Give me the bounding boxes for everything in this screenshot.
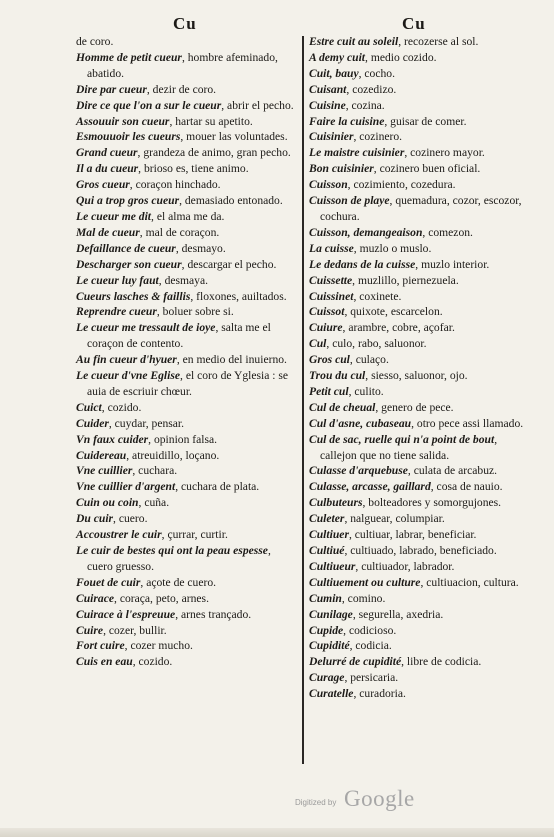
- entry-translation: , culo, rabo, saluonor.: [326, 337, 427, 351]
- entry-headword: Bon cuisinier: [309, 162, 374, 176]
- entry-headword: Descharger son cueur: [76, 257, 182, 271]
- entry-headword: Cupide: [309, 623, 344, 637]
- dictionary-entry: [76, 289, 298, 305]
- entry-translation: , cozinero.: [353, 130, 403, 144]
- dictionary-entry: [309, 320, 531, 336]
- entry-headword: Curatelle: [309, 687, 354, 701]
- entry-headword: Cunilage: [309, 607, 353, 621]
- page-edge: [0, 828, 554, 837]
- entry-headword: Defaillance de cueur: [76, 241, 176, 255]
- entry-headword: Cuis en eau: [76, 655, 133, 669]
- entry-translation: , cuero.: [113, 512, 148, 526]
- dictionary-entry: [76, 511, 298, 527]
- entry-headword: Vne cuillier d'argent: [76, 480, 176, 494]
- entry-translation: , cocho.: [358, 66, 395, 80]
- entry-translation: , mouer las voluntades.: [180, 130, 288, 144]
- entry-headword: Curage: [309, 671, 345, 685]
- dictionary-entry: [309, 607, 531, 623]
- google-logo: Google: [344, 786, 415, 811]
- dictionary-entry: [309, 575, 531, 591]
- column-divider: [302, 36, 304, 764]
- entry-headword: Cuict: [76, 400, 102, 414]
- entry-translation: , cuydar, pensar.: [108, 416, 185, 430]
- entry-headword: Cuire: [76, 623, 104, 637]
- entry-translation: , medio cozido.: [365, 50, 437, 64]
- dictionary-entry: [309, 304, 531, 320]
- dictionary-entry: [76, 82, 298, 98]
- entry-translation: , cultiuador, labrador.: [355, 559, 455, 573]
- entry-translation: , cozido.: [101, 400, 142, 414]
- entry-translation: , hombre afeminado, abatido.: [87, 50, 278, 80]
- entry-translation: , desmaya.: [158, 273, 209, 287]
- entry-translation: , desmayo.: [175, 241, 226, 255]
- running-head-left: Cu: [173, 14, 197, 33]
- entry-headword: Le dedans de la cuisse: [309, 257, 416, 271]
- dictionary-entry: [309, 543, 531, 559]
- dictionary-entry: [309, 591, 531, 607]
- dictionary-entry: [76, 257, 298, 273]
- entry-headword: Cumin: [309, 591, 342, 605]
- dictionary-entry: [76, 368, 298, 400]
- dictionary-entry: [309, 257, 531, 273]
- entry-headword: Petit cul: [309, 384, 349, 398]
- dictionary-entry: [76, 463, 298, 479]
- entry-headword: Cuissot: [309, 305, 345, 319]
- entry-headword: Cultiué: [309, 544, 345, 557]
- dictionary-entry: [76, 607, 298, 623]
- dictionary-entry: [76, 543, 298, 575]
- entry-translation: , persicaria.: [344, 671, 399, 685]
- entry-translation: , floxones, auiltados.: [190, 289, 287, 303]
- dictionary-entry: [309, 129, 531, 145]
- dictionary-entry: [76, 527, 298, 543]
- left-column: [76, 34, 298, 670]
- entry-headword: Reprendre cueur: [76, 305, 157, 319]
- entry-headword: Cuisinier: [309, 130, 354, 144]
- entry-translation: , muzlo o muslo.: [353, 241, 432, 255]
- dictionary-entry: [76, 320, 298, 352]
- entry-translation: , abrir el pecho.: [221, 98, 294, 112]
- dictionary-entry: [309, 66, 531, 82]
- dictionary-entry: [309, 463, 531, 479]
- entry-headword: Mal de cueur: [76, 225, 140, 239]
- dictionary-entry: [309, 34, 531, 50]
- entry-translation: , brioso es, tiene animo.: [138, 162, 249, 176]
- entry-translation: , opinion falsa.: [148, 432, 218, 446]
- dictionary-entry: [309, 50, 531, 66]
- entry-headword: Cultiuement ou culture: [309, 575, 421, 589]
- dictionary-entry: [309, 686, 531, 702]
- entry-headword: Cupidité: [309, 639, 350, 653]
- entry-headword: Culbuteurs: [309, 496, 363, 510]
- entry-headword: Cultiuer: [309, 528, 349, 542]
- entry-headword: Le cueur luy faut: [76, 273, 159, 287]
- entry-headword: Estre cuit au soleil: [309, 35, 399, 48]
- entry-headword: Dire ce que l'on a sur le cueur: [76, 98, 222, 112]
- entry-headword: Le cueur d'vne Eglise: [76, 369, 181, 383]
- entry-headword: Du cuir: [76, 512, 114, 526]
- entry-headword: Vn faux cuider: [76, 432, 149, 446]
- entry-translation: , hartar su apetito.: [169, 114, 253, 128]
- dictionary-entry: [309, 145, 531, 161]
- entry-headword: Cul d'asne, cubaseau: [309, 416, 412, 430]
- entry-translation: , muzlillo, piernezuela.: [352, 273, 459, 287]
- entry-headword: Cuisson, demangeaison: [309, 225, 423, 239]
- entry-translation: , cultiuado, labrado, beneficiado.: [344, 544, 497, 557]
- dictionary-entry: [76, 225, 298, 241]
- dictionary-entry: [309, 623, 531, 639]
- entry-headword: Il a du cueur: [76, 162, 139, 176]
- entry-headword: Assouuir son cueur: [76, 114, 170, 128]
- entry-translation: , çurrar, curtir.: [161, 528, 228, 542]
- dictionary-entry: [76, 114, 298, 130]
- entry-headword: Le maistre cuisinier: [309, 146, 405, 160]
- entry-headword: Cuidereau: [76, 448, 127, 462]
- entry-translation: , segurella, axedria.: [352, 607, 444, 621]
- entry-headword: Cuissette: [309, 273, 353, 287]
- entry-headword: Cuit, bauy: [309, 66, 359, 80]
- dictionary-entry: [76, 273, 298, 289]
- entry-translation: , cuña.: [138, 496, 170, 510]
- entry-headword: Cueurs lasches & faillis: [76, 289, 191, 303]
- entry-translation: , otro pece assi llamado.: [411, 416, 524, 430]
- entry-headword: Au fin cueur d'hyuer: [76, 353, 177, 367]
- entry-headword: Homme de petit cueur: [76, 50, 182, 64]
- dictionary-entry: [76, 98, 298, 114]
- entry-translation: , codicia.: [349, 639, 392, 653]
- entry-translation: , quixote, escarcelon.: [344, 305, 443, 319]
- dictionary-entry: [76, 591, 298, 607]
- entry-translation: , demasiado entonado.: [179, 194, 283, 208]
- entry-translation: de coro.: [76, 35, 114, 48]
- dictionary-entry: [309, 225, 531, 241]
- entry-translation: , culata de arcabuz.: [407, 464, 498, 478]
- entry-translation: , muzlo interior.: [415, 257, 490, 271]
- entry-headword: Cuider: [76, 416, 109, 430]
- dictionary-entry: [309, 416, 531, 432]
- dictionary-entry: [76, 129, 298, 145]
- dictionary-entry: [76, 352, 298, 368]
- entry-translation: , arnes trançado.: [175, 607, 252, 621]
- entry-translation: , cozimiento, cozedura.: [347, 178, 456, 192]
- dictionary-entry: [309, 432, 531, 464]
- entry-translation: , comezon.: [422, 225, 473, 239]
- entry-translation: , recozerse al sol.: [398, 35, 479, 48]
- dictionary-entry: [309, 177, 531, 193]
- dictionary-entry: [76, 575, 298, 591]
- entry-headword: Fouet de cuir: [76, 575, 141, 589]
- entry-headword: Cuirace: [76, 591, 115, 605]
- dictionary-entry: [76, 145, 298, 161]
- dictionary-entry: [309, 368, 531, 384]
- dictionary-entry: [76, 623, 298, 639]
- dictionary-entry: [309, 654, 531, 670]
- entry-headword: Gros cueur: [76, 178, 130, 192]
- entry-translation: , cozido.: [132, 655, 173, 669]
- entry-headword: Trou du cul: [309, 369, 366, 383]
- entry-translation: , açote de cuero.: [140, 575, 217, 589]
- dictionary-entry: [76, 416, 298, 432]
- entry-headword: La cuisse: [309, 241, 354, 255]
- dictionary-entry: [309, 241, 531, 257]
- entry-translation: , cozer, bullir.: [103, 623, 167, 637]
- entry-headword: Cultiueur: [309, 559, 356, 573]
- right-column: [309, 34, 531, 702]
- entry-translation: , el coro de Yglesia : se auia de escriuir chœur.: [87, 369, 289, 398]
- dictionary-entry: [76, 50, 298, 82]
- entry-translation: , comino.: [341, 591, 386, 605]
- dictionary-entry: [309, 479, 531, 495]
- entry-translation: , curadoria.: [353, 687, 406, 701]
- entry-translation: , guisar de comer.: [384, 114, 467, 128]
- dictionary-entry: [309, 670, 531, 686]
- dictionary-entry: [76, 304, 298, 320]
- dictionary-entry: [76, 241, 298, 257]
- entry-translation: , cuchara de plata.: [175, 480, 260, 494]
- entry-translation: , descargar el pecho.: [181, 257, 277, 271]
- dictionary-entry: [76, 34, 298, 50]
- dictionary-entry: [76, 209, 298, 225]
- entry-headword: Cuirace à l'espreuue: [76, 607, 176, 621]
- dictionary-entry: [309, 527, 531, 543]
- entry-translation: , cozinero buen oficial.: [373, 162, 481, 176]
- entry-headword: Faire la cuisine: [309, 114, 385, 128]
- entry-translation: , libre de codicia.: [401, 655, 482, 669]
- entry-translation: , boluer sobre si.: [156, 305, 234, 319]
- entry-translation: , el alma me da.: [151, 209, 225, 223]
- entry-headword: Le cuir de bestes qui ont la peau espesse: [76, 544, 268, 557]
- entry-translation: , callejon que no tiene salida.: [320, 432, 498, 462]
- entry-translation: , culaço.: [349, 353, 389, 367]
- entry-headword: Esmouuoir les cueurs: [76, 130, 181, 144]
- dictionary-entry: [309, 336, 531, 352]
- entry-translation: , cosa de nauio.: [430, 480, 503, 494]
- entry-translation: , cozer mucho.: [124, 639, 193, 653]
- dictionary-entry: [309, 495, 531, 511]
- dictionary-entry: [309, 384, 531, 400]
- dictionary-entry: [76, 479, 298, 495]
- dictionary-entry: [309, 559, 531, 575]
- entry-translation: , nalguear, columpiar.: [344, 512, 445, 526]
- dictionary-entry: [309, 638, 531, 654]
- dictionary-entry: [76, 193, 298, 209]
- entry-headword: Culasse d'arquebuse: [309, 464, 408, 478]
- entry-translation: , salta me el coraçon de contento.: [87, 321, 271, 351]
- dictionary-entry: [309, 161, 531, 177]
- dictionary-entry: [76, 400, 298, 416]
- entry-headword: A demy cuit: [309, 50, 366, 64]
- entry-translation: , atreuidillo, loçano.: [126, 448, 220, 462]
- entry-translation: , cuchara.: [132, 464, 178, 478]
- entry-translation: , genero de pece.: [375, 400, 454, 414]
- entry-headword: Cuisson: [309, 178, 348, 192]
- entry-translation: , grandeza de animo, gran pecho.: [137, 146, 291, 160]
- entry-translation: , cozedizo.: [346, 82, 397, 96]
- entry-headword: Gros cul: [309, 353, 350, 367]
- entry-headword: Cuin ou coin: [76, 496, 139, 510]
- entry-headword: Dire par cueur: [76, 82, 147, 96]
- dictionary-entry: [309, 82, 531, 98]
- entry-headword: Cuisant: [309, 82, 347, 96]
- entry-headword: Cuissinet: [309, 289, 354, 303]
- entry-translation: , cultiuacion, cultura.: [420, 575, 519, 589]
- entry-headword: Accoustrer le cuir: [76, 528, 162, 542]
- entry-headword: Vne cuillier: [76, 464, 133, 478]
- dictionary-entry: [76, 432, 298, 448]
- dictionary-entry: [76, 177, 298, 193]
- entry-translation: , en medio del inuierno.: [176, 353, 287, 367]
- entry-translation: , cuero gruesso.: [87, 544, 271, 573]
- entry-translation: , cozinero mayor.: [404, 146, 485, 160]
- entry-translation: , siesso, saluonor, ojo.: [365, 369, 468, 383]
- entry-headword: Cuisine: [309, 98, 346, 112]
- dictionary-entry: [309, 193, 531, 225]
- entry-translation: , coraça, peto, arnes.: [114, 591, 209, 605]
- dictionary-entry: [309, 511, 531, 527]
- entry-headword: Delurré de cupidité: [309, 655, 402, 669]
- entry-translation: , cultiuar, labrar, beneficiar.: [348, 528, 477, 542]
- entry-translation: , dezir de coro.: [146, 82, 217, 96]
- digitized-label: Digitized by: [295, 798, 337, 807]
- entry-translation: , quemadura, cozor, escozor, cochura.: [320, 194, 522, 223]
- dictionary-entry: [309, 98, 531, 114]
- entry-headword: Qui a trop gros cueur: [76, 194, 180, 208]
- dictionary-entry: [76, 161, 298, 177]
- entry-headword: Cul: [309, 337, 327, 351]
- dictionary-entry: [309, 289, 531, 305]
- entry-headword: Grand cueur: [76, 146, 138, 160]
- dictionary-entry: [76, 638, 298, 654]
- entry-headword: Le cueur me tressault de ioye: [76, 321, 216, 335]
- dictionary-entry: [76, 654, 298, 670]
- entry-headword: Culasse, arcasse, gaillard: [309, 480, 431, 494]
- running-head-right: Cu: [402, 14, 426, 33]
- entry-translation: , coxinete.: [353, 289, 402, 303]
- entry-headword: Cul de sac, ruelle qui n'a point de bout: [309, 432, 495, 446]
- entry-translation: , coraçon hinchado.: [129, 178, 221, 192]
- entry-headword: Cul de cheual: [309, 400, 376, 414]
- entry-headword: Culeter: [309, 512, 345, 526]
- dictionary-entry: [309, 400, 531, 416]
- dictionary-entry: [309, 352, 531, 368]
- dictionary-entry: [76, 495, 298, 511]
- dictionary-entry: [309, 273, 531, 289]
- entry-headword: Fort cuire: [76, 639, 125, 653]
- entry-headword: Cuisson de playe: [309, 194, 390, 208]
- entry-translation: , codicioso.: [343, 623, 397, 637]
- entry-translation: , culito.: [348, 384, 384, 398]
- entry-headword: Cuiure: [309, 321, 343, 335]
- entry-headword: Le cueur me dit: [76, 209, 152, 223]
- entry-translation: , cozina.: [345, 98, 385, 112]
- entry-translation: , mal de coraçon.: [139, 225, 220, 239]
- dictionary-entry: [76, 448, 298, 464]
- entry-translation: , arambre, cobre, açofar.: [342, 321, 455, 335]
- entry-translation: , bolteadores y somorgujones.: [362, 496, 502, 510]
- dictionary-entry: [309, 114, 531, 130]
